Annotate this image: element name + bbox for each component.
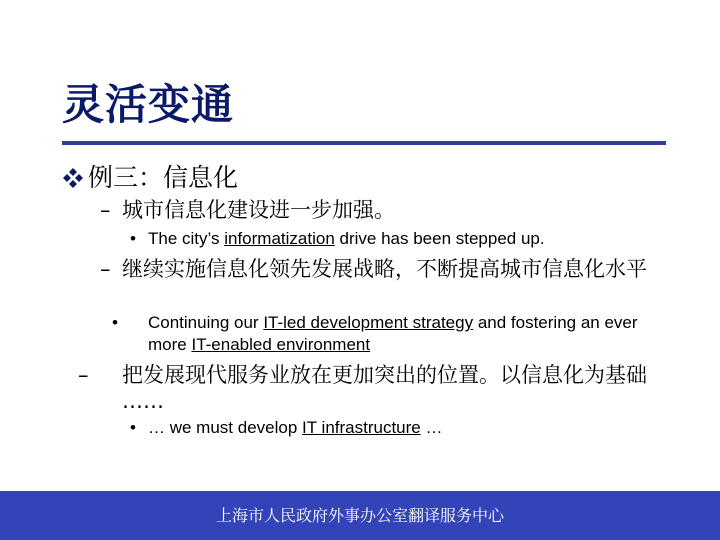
item-1-chinese-text: 城市信息化建设进一步加强。 xyxy=(122,198,395,222)
diamond-bullet-icon xyxy=(62,167,84,189)
dash-marker: – xyxy=(78,363,89,387)
slide-title: 灵活变通 xyxy=(62,80,235,129)
dot-marker: • xyxy=(130,418,136,437)
item-3-english xyxy=(130,417,670,439)
item-3-chinese xyxy=(78,362,670,414)
item-2-en-part: Continuing our xyxy=(148,313,264,332)
item-1-chinese xyxy=(100,197,660,223)
item-2-en-underlined: IT-enabled environment xyxy=(191,335,371,354)
item-2-en-part: and fostering an ever more xyxy=(148,313,638,354)
item-3-en-underlined: IT infrastructure xyxy=(302,418,421,437)
item-3-en-part: … we must develop xyxy=(148,418,303,437)
item-2-chinese xyxy=(100,256,670,282)
item-1-en-part: drive has been stepped up. xyxy=(334,229,545,248)
item-1-en-underlined: informatization xyxy=(224,229,335,248)
level1-text: 例三：信息化 xyxy=(88,163,239,192)
level1-heading xyxy=(62,162,238,194)
footer-text: 上海市人民政府外事办公室翻译服务中心 xyxy=(215,506,504,525)
dot-marker: • xyxy=(130,229,136,248)
title-underline-rule xyxy=(62,141,666,145)
dash-marker: – xyxy=(100,198,111,222)
footer-bar xyxy=(0,491,720,540)
item-1-english xyxy=(130,228,670,250)
dash-marker: – xyxy=(100,257,111,281)
item-1-en-part: The city’s xyxy=(148,229,225,248)
item-2-english xyxy=(112,312,668,356)
item-2-chinese-text: 继续实施信息化领先发展战略，不断提高城市信息化水平 xyxy=(122,257,647,281)
item-3-chinese-text: 把发展现代服务业放在更加突出的位置。以信息化为基础 …… xyxy=(122,363,647,413)
item-3-en-part: … xyxy=(420,418,443,437)
dot-marker: • xyxy=(112,313,118,332)
item-2-en-underlined: IT-led development strategy xyxy=(263,313,474,332)
